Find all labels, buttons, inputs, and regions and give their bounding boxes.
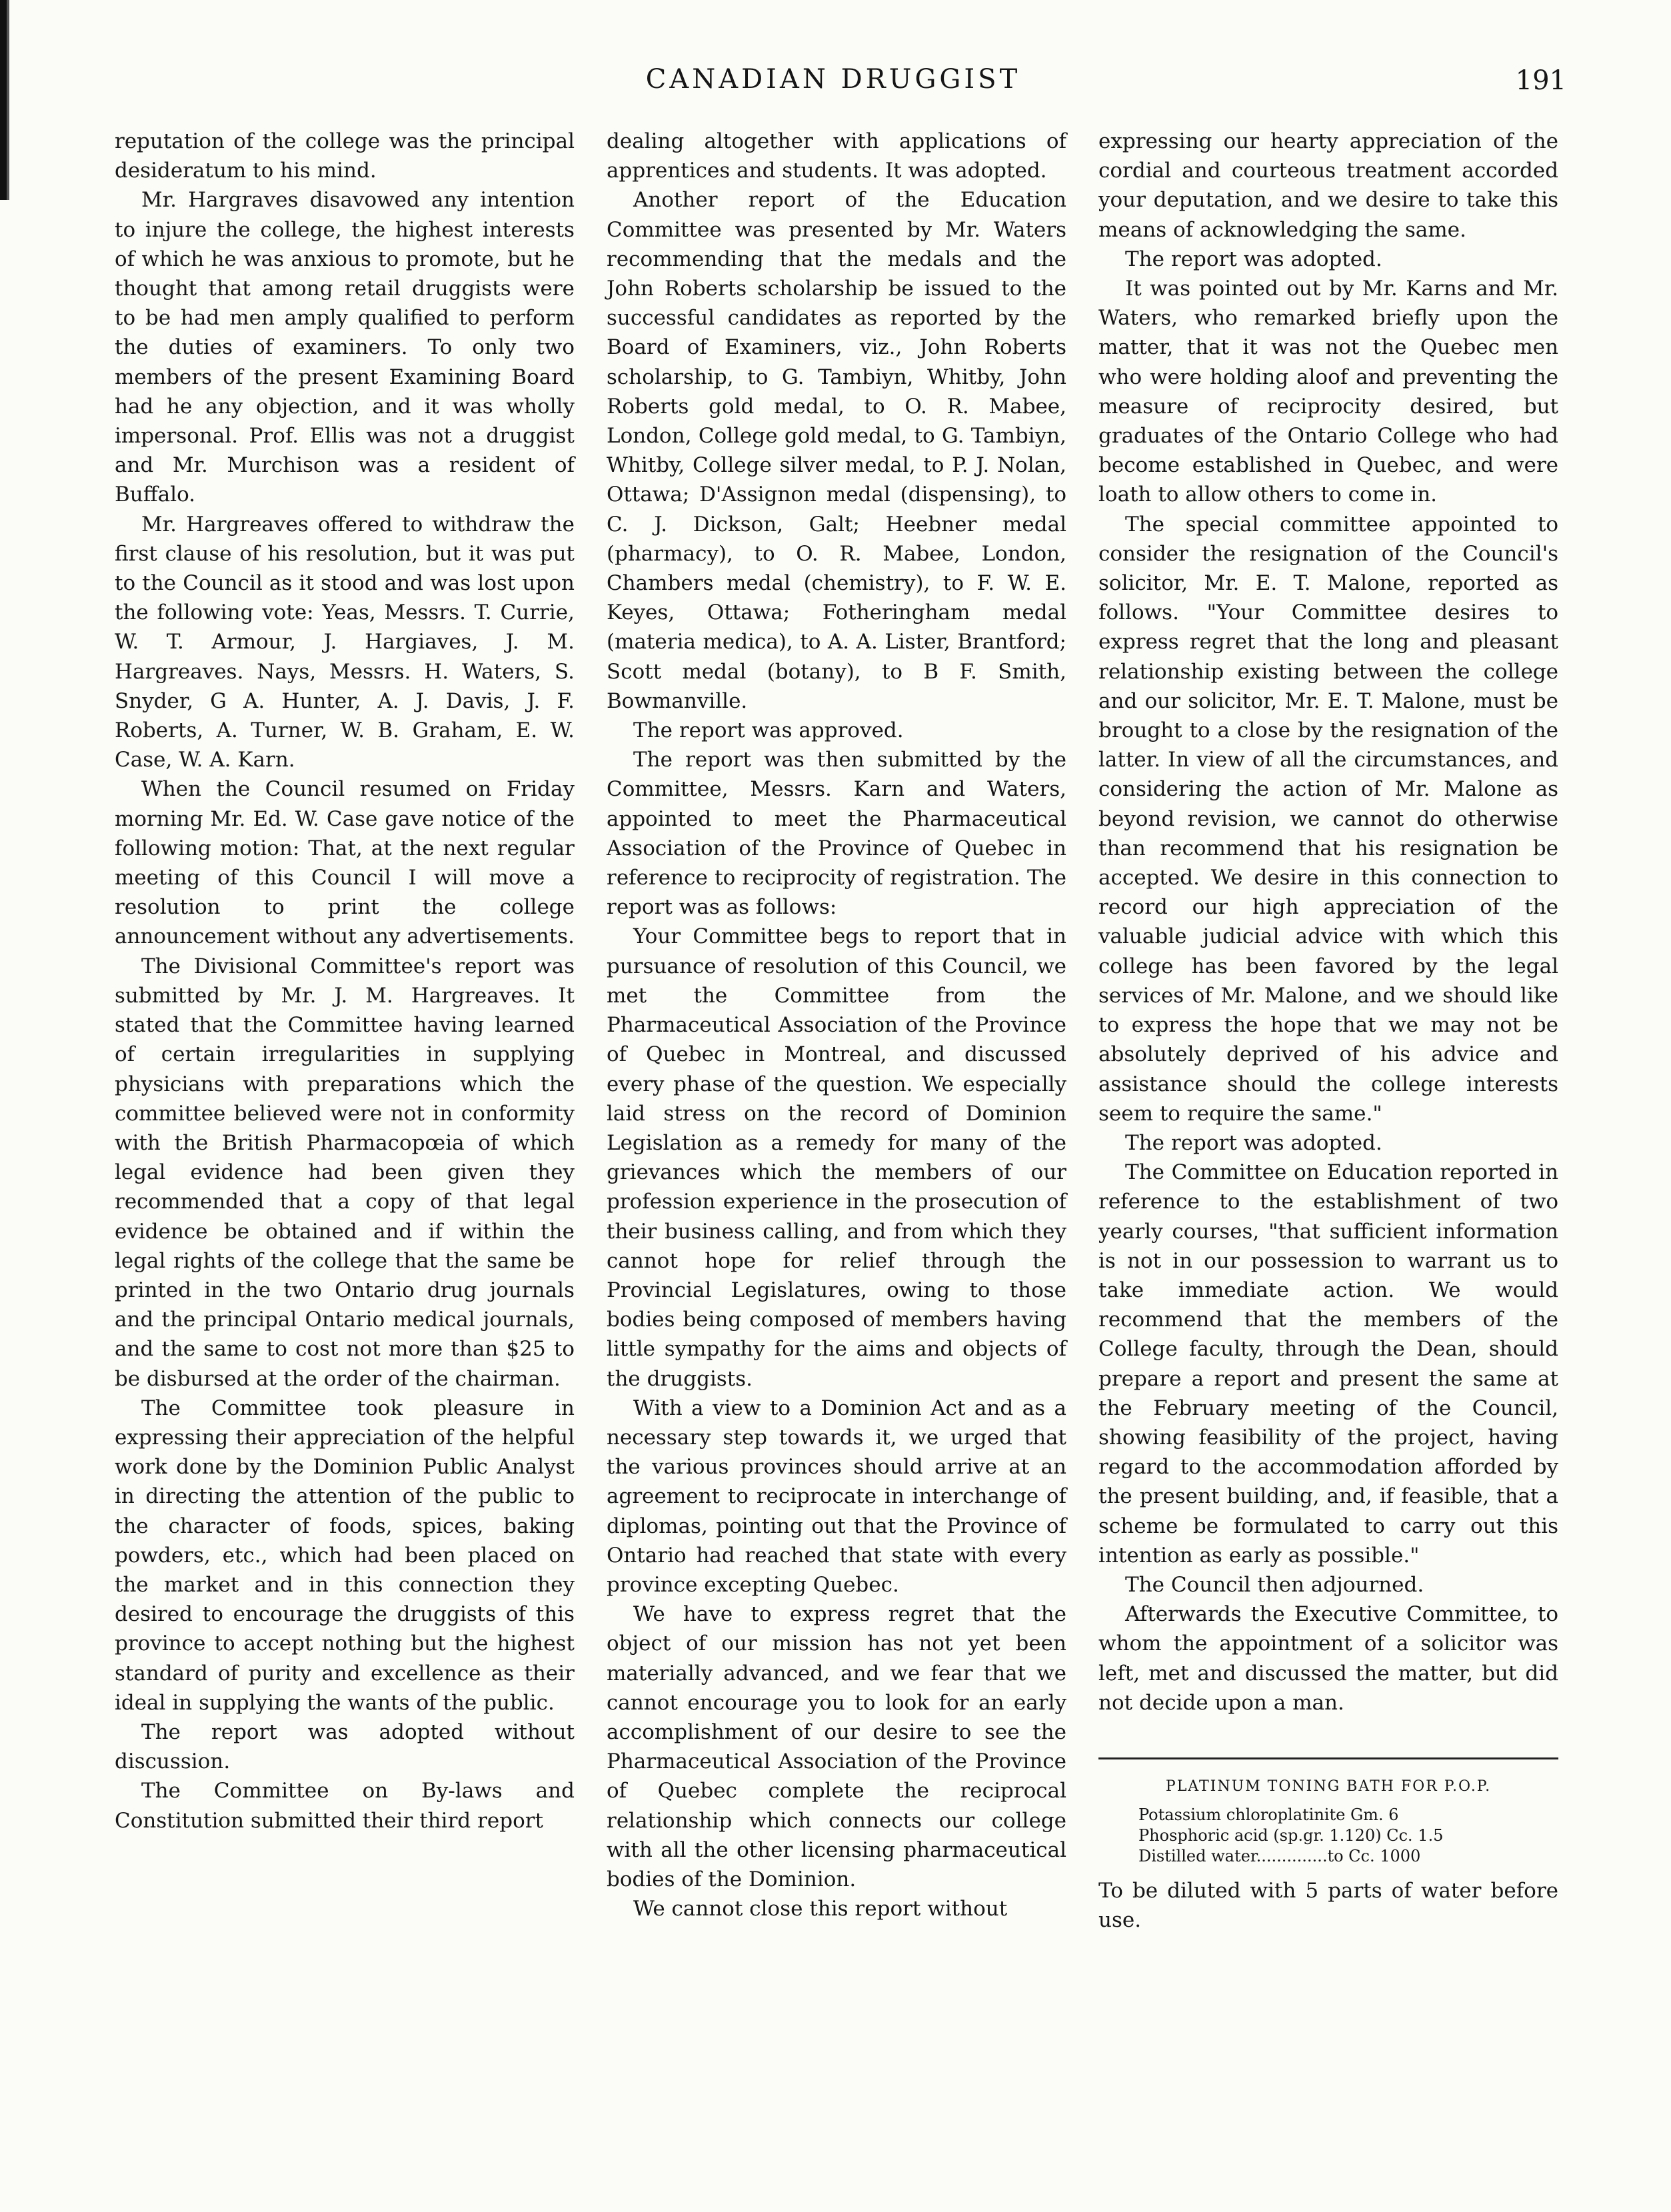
paragraph: We cannot close this report without [633,1897,1008,1921]
paragraph: The Committee on By-laws and Constitution submitted their third report [115,1779,575,1833]
paragraph: With a view to a Dominion Act and as a necessary step towards it, we urged that the various provinces should arrive at an agreement to reciprocate in interchange of diplomas, pointing out that the Province of Ontario had reached that state with every province excepting Quebec. [607,1396,1066,1597]
formula-box [1098,1757,1558,1867]
paragraph: The report was approved. [633,718,904,743]
paragraph: dealing altogether with applications of apprentices and students. It was adopted. [607,129,1066,183]
paragraph: Another report of the Education Committee was presented by Mr. Waters recommending that the medals and the John Roberts scholarship be issued to the successful candidates as reported by the Board of Examiners, viz., John Roberts scholarship, to G. Tambiyn, Whitby, John Roberts gold medal, to O. R. Mabee, London, College gold medal, to G. Tambiyn, Whitby, College silver medal, to P. J. Nolan, Ottawa; D'Assignon medal (dispensing), to C. J. Dickson, Galt; Heebner medal (pharmacy), to O. R. Mabee, London, Chambers medal (chemistry), to F. W. E. Keyes, Ottawa; Fotheringham medal (materia medica), to A. A. Lister, Brantford; Scott medal (botany), to B F. Smith, Bowmanville. [607,188,1066,713]
paragraph: When the Council resumed on Friday morning Mr. Ed. W. Case gave notice of the following motion: That, at the next regular meeting of this Council I will move a resolution to print the college announcement without any advertisements. [115,777,575,949]
paragraph: expressing our hearty appreciation of the cordial and courteous treatment accorded your deputation, and we desire to take this means of acknowledging the same. [1098,129,1558,242]
paragraph: The special committee appointed to consider the resignation of the Council's solicitor, Mr. E. T. Malone, reported as follows. "Your Committee desires to express regret that the long and pleasant relationship existing between the college and our solicitor, Mr. E. T. Malone, must be brought to a close by the resignation of the latter. In view of all the circumstances, and considering the action of Mr. Malone as beyond revision, we cannot do otherwise than recommend that his resignation be accepted. We desire in this connection to record our high appreciation of the valuable judicial advice with which this college has been favored by the legal services of Mr. Malone, and we should like to express the hope that we may not be absolutely deprived of his advice and assistance should the college interests seem to require the same." [1098,512,1558,1126]
paragraph: It was pointed out by Mr. Karns and Mr. Waters, who remarked briefly upon the matter, that it was not the Quebec men who were holding aloof and preventing the measure of reciprocity desired, but graduates of the Ontario College who had become established in Quebec, and were loath to allow others to come in. [1098,277,1558,507]
paragraph: reputation of the college was the principal desideratum to his mind. [115,129,575,183]
paragraph: Afterwards the Executive Committee, to whom the appointment of a solicitor was left, met and discussed the matter, but did not decide upon a man. [1098,1602,1558,1715]
paragraph: The report was adopted without discussion. [115,1719,575,1774]
text-column-3 [1098,127,1558,1935]
page-binding-edge [0,0,15,200]
paragraph: We have to express regret that the object of our mission has not yet been materially advanced, and we fear that we cannot encourage you to look for an early accomplishment of our desire to see the Pharmaceutical Association of the Province of Quebec complete the reciprocal relationship which connects our college with all the other licensing pharmaceutical bodies of the Dominion. [607,1602,1066,1891]
paragraph: Mr. Hargraves disavowed any intention to injure the college, the highest interests of which he was anxious to promote, but he thought that among retail druggists were to be had men amply qualified to perform the duties of examiners. To only two members of the present Examining Board had he any objection, and it was wholly impersonal. Prof. Ellis was not a druggist and Mr. Murchison was a resident of Buffalo. [115,188,575,507]
formula-line: Potassium chloroplatinite Gm. 6 [1138,1805,1399,1824]
page-header [100,61,1566,101]
paragraph: The Committee took pleasure in expressing their appreciation of the helpful work done by the Dominion Public Analyst in directing the attention of the public to the character of foods, spices, baking powders, etc., which had been placed on the market and in this connection they desired to encourage the druggists of this province to accept nothing but the highest standard of purity and excellence as their ideal in supplying the wants of the public. [115,1396,575,1715]
paragraph: The report was adopted. [1125,1130,1382,1155]
paragraph: The report was then submitted by the Committee, Messrs. Karn and Waters, appointed to meet the Pharmaceutical Association of the Province of Quebec in reference to reciprocity of registration. The report was as follows: [607,748,1066,920]
page-number: 191 [1515,65,1566,96]
formula-line: Distilled water..............to Cc. 1000 [1138,1846,1421,1865]
formula-note: To be diluted with 5 parts of water before use. [1098,1878,1558,1933]
text-column-1 [115,127,575,1835]
formula-title: PLATINUM TONING BATH FOR P.O.P. [1165,1777,1492,1795]
paragraph: Mr. Hargreaves offered to withdraw the first clause of his resolution, but it was put to the Council as it stood and was lost upon the following vote: Yeas, Messrs. T. Currie, W. T. Armour, J. Hargiaves, J. M. Hargreaves. Nays, Messrs. H. Waters, S. Snyder, G A. Hunter, A. J. Davis, J. F. Roberts, A. Turner, W. B. Graham, E. W. Case, W. A. Karn. [115,512,575,772]
running-title: CANADIAN DRUGGIST [645,64,1021,95]
paragraph: The Council then adjourned. [1125,1572,1424,1597]
paragraph: The report was adopted. [1125,247,1382,271]
formula-line: Phosphoric acid (sp.gr. 1.120) Cc. 1.5 [1138,1825,1444,1845]
paragraph: Your Committee begs to report that in pursuance of resolution of this Council, we met the Committee from the Pharmaceutical Association of the Province of Quebec in Montreal, and discussed every phase of the question. We especially laid stress on the record of Dominion Legislation as a remedy for many of the grievances which the members of our profession experience in the prosecution of their business calling, and from which they cannot hope for relief through the Provincial Legislatures, owing to those bodies being composed of members having little sympathy for the aims and objects of the druggists. [607,924,1066,1391]
paragraph: The Divisional Committee's report was submitted by Mr. J. M. Hargreaves. It stated that the Committee having learned of certain irregularities in supplying physicians with preparations which the committee believed were not in conformity with the British Pharmacopœia of which legal evidence had been given they recommended that a copy of that legal evidence be obtained and if within the legal rights of the college that the same be printed in the two Ontario drug journals and the principal Ontario medical journals, and the same to cost not more than $25 to be disbursed at the order of the chairman. [115,954,575,1391]
text-column-2 [607,127,1066,1923]
paragraph: The Committee on Education reported in reference to the establishment of two yearly courses, "that sufficient information is not in our possession to warrant us to take immediate action. We would recommend that the members of the College faculty, through the Dean, should prepare a report and present the same at the February meeting of the Council, showing feasibility of the project, having regard to the accommodation afforded by the present building, and, if feasible, that a scheme be formulated to carry out this intention as early as possible." [1098,1160,1558,1568]
